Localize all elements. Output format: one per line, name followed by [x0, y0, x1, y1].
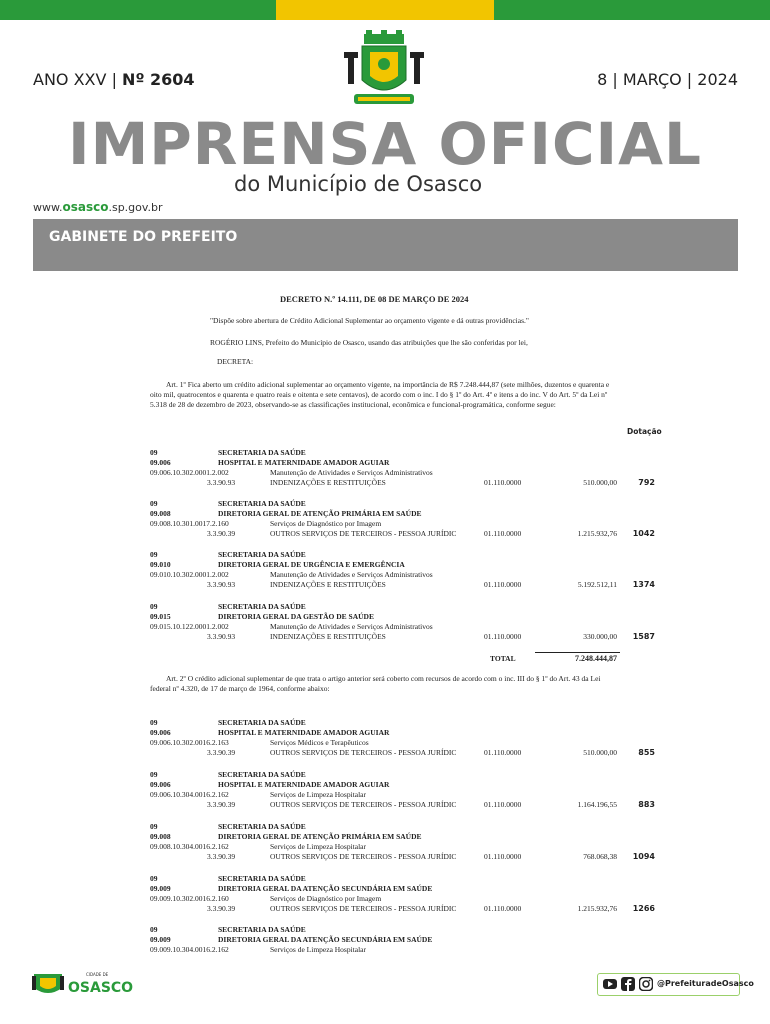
- nature-code: 3.3.90.39: [207, 904, 236, 913]
- secretaria-name: SECRETARIA DA SAÚDE: [218, 550, 306, 559]
- unit-name: HOSPITAL E MATERNIDADE AMADOR AGUIAR: [218, 728, 390, 737]
- decree-author: ROGÉRIO LINS, Prefeito do Município de Osasco, usando das atribuições que lhe são conferidas por lei,: [210, 338, 528, 347]
- action-name: Manutenção de Atividades e Serviços Administrativos: [270, 468, 433, 477]
- org-code: 09: [150, 448, 158, 457]
- secretaria-name: SECRETARIA DA SAÚDE: [218, 718, 306, 727]
- nature-code: 3.3.90.39: [207, 529, 236, 538]
- nature-code: 3.3.90.39: [207, 852, 236, 861]
- unit-name: DIRETORIA GERAL DA ATENÇÃO SECUNDÁRIA EM SAÚDE: [218, 884, 433, 893]
- org-code: 09: [150, 925, 158, 934]
- nature-code: 3.3.90.39: [207, 748, 236, 757]
- action-name: Serviços de Limpeza Hospitalar: [270, 790, 367, 799]
- website-link[interactable]: [33, 200, 163, 214]
- org-code: 09: [150, 874, 158, 883]
- youtube-icon[interactable]: [603, 977, 617, 991]
- unit-name: DIRETORIA GERAL DE ATENÇÃO PRIMÁRIA EM SAÚDE: [218, 832, 422, 841]
- unit-name: HOSPITAL E MATERNIDADE AMADOR AGUIAR: [218, 458, 390, 467]
- city-crest-icon: [340, 30, 428, 112]
- site-prefix: www.: [33, 201, 63, 214]
- edition-date: 8 | MARÇO | 2024: [597, 70, 738, 89]
- footer-crest-text: CIDADE DE: [86, 972, 109, 977]
- org-code: 09: [150, 770, 158, 779]
- decree-title: DECRETO N.º 14.111, DE 08 DE MARÇO DE 2024: [280, 294, 469, 304]
- org-code: 09: [150, 822, 158, 831]
- dotacao-number: 1094: [632, 852, 655, 861]
- dotacao-number: 883: [638, 800, 655, 809]
- unit-code: 09.009: [150, 935, 171, 944]
- programatic-code: 09.008.10.304.0016.2.162: [150, 842, 229, 851]
- secretaria-name: SECRETARIA DA SAÚDE: [218, 770, 306, 779]
- section-title: GABINETE DO PREFEITO: [49, 229, 238, 245]
- nature-code: 3.3.90.39: [207, 800, 236, 809]
- programatic-code: 09.009.10.304.0016.2.162: [150, 945, 229, 954]
- programatic-code: 09.006.10.304.0016.2.162: [150, 790, 229, 799]
- action-name: Serviços de Diagnóstico por Imagem: [270, 894, 382, 903]
- total-divider: [535, 652, 620, 653]
- org-code: 09: [150, 499, 158, 508]
- secretaria-name: SECRETARIA DA SAÚDE: [218, 448, 306, 457]
- resource-source: 01.110.0000: [484, 529, 522, 538]
- nature-code: 3.3.90.93: [207, 580, 236, 589]
- amount-value: 330.000,00: [583, 632, 617, 641]
- expense-element: INDENIZAÇÕES E RESTITUIÇÕES: [270, 478, 386, 487]
- unit-code: 09.006: [150, 780, 171, 789]
- programatic-code: 09.008.10.301.0017.2.160: [150, 519, 229, 528]
- dotacao-header: Dotação: [627, 427, 662, 436]
- secretaria-name: SECRETARIA DA SAÚDE: [218, 499, 306, 508]
- secretaria-name: SECRETARIA DA SAÚDE: [218, 874, 306, 883]
- nature-code: 3.3.90.93: [207, 478, 236, 487]
- dotacao-number: 1374: [632, 580, 655, 589]
- instagram-icon[interactable]: [639, 977, 653, 991]
- action-name: Manutenção de Atividades e Serviços Administrativos: [270, 622, 433, 631]
- org-code: 09: [150, 718, 158, 727]
- programatic-code: 09.009.10.302.0016.2.160: [150, 894, 229, 903]
- expense-element: INDENIZAÇÕES E RESTITUIÇÕES: [270, 580, 386, 589]
- amount-value: 768.068,38: [583, 852, 617, 861]
- resource-source: 01.110.0000: [484, 852, 522, 861]
- total-value: 7.248.444,87: [575, 654, 617, 663]
- top-color-bar: [0, 0, 770, 20]
- dotacao-number: 1587: [632, 632, 655, 641]
- total-label: TOTAL: [490, 654, 516, 663]
- dotacao-number: 1042: [632, 529, 655, 538]
- resource-source: 01.110.0000: [484, 580, 522, 589]
- footer-brand: OSASCO: [68, 980, 134, 996]
- action-name: Serviços de Limpeza Hospitalar: [270, 842, 367, 851]
- resource-source: 01.110.0000: [484, 748, 522, 757]
- expense-element: OUTROS SERVIÇOS DE TERCEIROS - PESSOA JURÍDIC: [270, 800, 457, 809]
- unit-code: 09.015: [150, 612, 171, 621]
- programatic-code: 09.015.10.122.0001.2.002: [150, 622, 229, 631]
- unit-code: 09.010: [150, 560, 171, 569]
- action-name: Serviços Médicos e Terapêuticos: [270, 738, 369, 747]
- section-header: [33, 219, 738, 271]
- unit-code: 09.009: [150, 884, 171, 893]
- unit-code: 09.006: [150, 458, 171, 467]
- resource-source: 01.110.0000: [484, 904, 522, 913]
- expense-element: INDENIZAÇÕES E RESTITUIÇÕES: [270, 632, 386, 641]
- expense-element: OUTROS SERVIÇOS DE TERCEIROS - PESSOA JURÍDIC: [270, 529, 457, 538]
- secretaria-name: SECRETARIA DA SAÚDE: [218, 602, 306, 611]
- expense-element: OUTROS SERVIÇOS DE TERCEIROS - PESSOA JURÍDIC: [270, 852, 457, 861]
- osasco-footer-logo: [32, 968, 142, 998]
- dotacao-number: 792: [638, 478, 655, 487]
- amount-value: 1.215.932,76: [577, 904, 617, 913]
- unit-name: DIRETORIA GERAL DA GESTÃO DE SAÚDE: [218, 612, 374, 621]
- decree-decreta: DECRETA:: [217, 357, 254, 366]
- unit-name: DIRETORIA GERAL DE ATENÇÃO PRIMÁRIA EM SAÚDE: [218, 509, 422, 518]
- decree-ementa: "Dispõe sobre abertura de Crédito Adicional Suplementar ao orçamento vigente e dá outras providências.": [210, 316, 529, 325]
- secretaria-name: SECRETARIA DA SAÚDE: [218, 822, 306, 831]
- social-media-box: [597, 973, 754, 996]
- org-code: 09: [150, 602, 158, 611]
- amount-value: 5.192.512,11: [577, 580, 617, 589]
- top-bar-green-right: [494, 0, 770, 20]
- top-bar-green-left: [0, 0, 276, 20]
- unit-code: 09.008: [150, 509, 171, 518]
- social-handle[interactable]: @PrefeituradeOsasco: [657, 979, 754, 988]
- unit-name: HOSPITAL E MATERNIDADE AMADOR AGUIAR: [218, 780, 390, 789]
- separator: |: [111, 70, 117, 89]
- expense-element: OUTROS SERVIÇOS DE TERCEIROS - PESSOA JURÍDIC: [270, 748, 457, 757]
- programatic-code: 09.006.10.302.0016.2.163: [150, 738, 229, 747]
- top-bar-yellow: [276, 0, 494, 20]
- amount-value: 510.000,00: [583, 478, 617, 487]
- dotacao-number: 1266: [632, 904, 655, 913]
- unit-name: DIRETORIA GERAL DA ATENÇÃO SECUNDÁRIA EM SAÚDE: [218, 935, 433, 944]
- dotacao-number: 855: [638, 748, 655, 757]
- newspaper-title: IMPRENSA OFICIAL: [68, 110, 702, 178]
- action-name: Manutenção de Atividades e Serviços Administrativos: [270, 570, 433, 579]
- unit-code: 09.006: [150, 728, 171, 737]
- resource-source: 01.110.0000: [484, 632, 522, 641]
- amount-value: 1.215.932,76: [577, 529, 617, 538]
- action-name: Serviços de Diagnóstico por Imagem: [270, 519, 382, 528]
- programatic-code: 09.010.10.302.0001.2.002: [150, 570, 229, 579]
- issue-number: Nº 2604: [122, 70, 195, 89]
- org-code: 09: [150, 550, 158, 559]
- expense-element: OUTROS SERVIÇOS DE TERCEIROS - PESSOA JURÍDIC: [270, 904, 457, 913]
- year-label: ANO XXV: [33, 70, 107, 89]
- facebook-icon[interactable]: [621, 977, 635, 991]
- site-brand: osasco: [62, 200, 109, 214]
- unit-code: 09.008: [150, 832, 171, 841]
- secretaria-name: SECRETARIA DA SAÚDE: [218, 925, 306, 934]
- programatic-code: 09.006.10.302.0001.2.002: [150, 468, 229, 477]
- resource-source: 01.110.0000: [484, 478, 522, 487]
- site-suffix: .sp.gov.br: [108, 201, 163, 214]
- amount-value: 1.164.196,55: [577, 800, 617, 809]
- resource-source: 01.110.0000: [484, 800, 522, 809]
- nature-code: 3.3.90.93: [207, 632, 236, 641]
- unit-name: DIRETORIA GERAL DE URGÊNCIA E EMERGÊNCIA: [218, 560, 405, 569]
- article-2: Art. 2º O crédito adicional suplementar de que trata o artigo anterior será coberto com recursos de acordo com o inc. III do § 1º do Art. 43 da Lei federal nº 4.320, de 17 de março de 1964, conforme abaixo:: [150, 674, 601, 693]
- article-1: Art. 1º Fica aberto um crédito adicional suplementar ao orçamento vigente, na importância de R$ 7.248.444,87 (sete milhões, duzentos e quarenta e oito mil, quatrocentos e quarenta e quatro reais e oitenta e sete centavos), de acordo com o inc. I do § 1º do Art. 4º e itens a do inc. V do Art. 5º da Lei nº 5.318 de 28 de dezembro de 2023, observando-se as classificações institucional, econômica e funcional-programática, conforme segue:: [150, 380, 610, 409]
- action-name: Serviços de Limpeza Hospitalar: [270, 945, 367, 954]
- amount-value: 510.000,00: [583, 748, 617, 757]
- edition-info: [33, 70, 195, 89]
- newspaper-subtitle: do Município de Osasco: [234, 172, 483, 196]
